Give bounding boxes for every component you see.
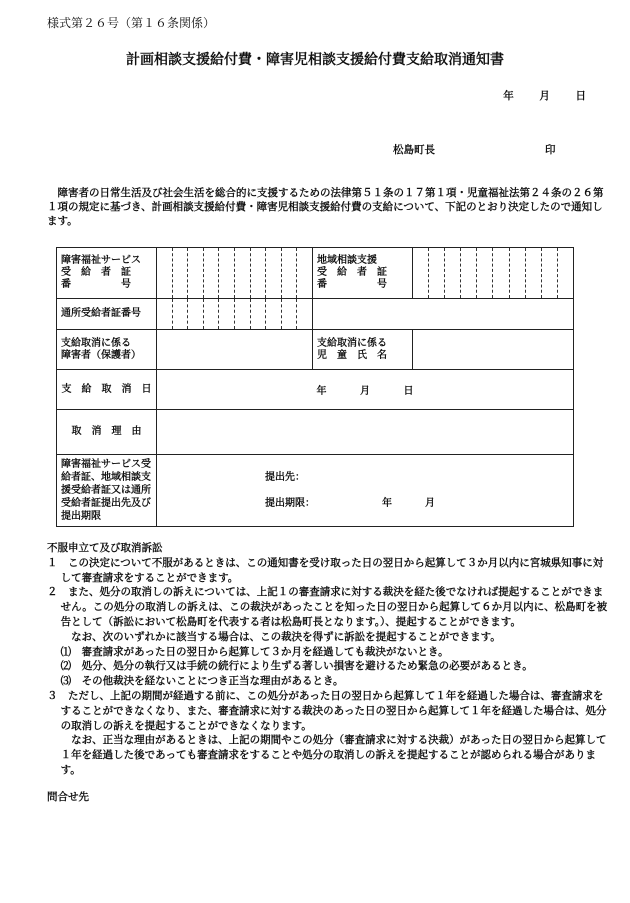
- deadline-year: 年: [381, 497, 392, 509]
- person-name-field[interactable]: [157, 330, 313, 370]
- submission-label: 障害福祉サービス受 給者証、地域相談支 援受給者証又は通所 受給者証提出先及び 提出期限: [57, 455, 157, 527]
- appeal-paragraph-1: １ この決定について不服があるときは、この通知書を受け取った日の翌日から起算して３か月以内に宮城県知事に対して審査請求をすることができます。: [47, 556, 604, 584]
- person-label: 支給取消に係る 障害者（保護者）: [57, 330, 157, 370]
- appeal-paragraph-3: なお、次のいずれかに該当する場合は、この裁決を得ずに訴訟を提起することができます。: [71, 630, 501, 643]
- cancel-date-month: 月: [360, 386, 370, 397]
- intro-paragraph: 障害者の日常生活及び社会生活を総合的に支援するための法律第５１条の１７第１項・児童福祉法第２４条の２６第１項の規定に基づき、計画相談支援給付費・障害児相談支援給付費の支給について、下記のとおり決定したので通知します。: [47, 187, 604, 227]
- appeal-paragraph-4: ３ ただし、上記の期間が経過する前に、この処分があった日の翌日から起算して１年を経過した場合は、審査請求をすることができなくなり、また、審査請求に対する裁決のあった日の翌日から起算して１年を経過した場合は、処分の取消しの訴えを提起することができなくなります。: [47, 689, 607, 732]
- submit-deadline: 提出期限： 年 月: [265, 497, 435, 509]
- appeal-paragraph-5: なお、正当な理由があるときは、上記の期間やこの処分（審査請求に対する決裁）があった日の翌日から起算して１年を経過した後であっても審査請求をすることや処分の取消しの訴えを提起することが認められる場合があります。: [60, 734, 607, 776]
- table-row: [57, 330, 574, 370]
- submit-to: 提出先：: [265, 471, 305, 483]
- child-name-label: 支給取消に係る 児 童 氏 名: [313, 330, 413, 370]
- day-service-certificate-label: 通所受給者証番号: [57, 299, 157, 330]
- appeal-section: [47, 541, 613, 778]
- service-certificate-number-field[interactable]: [157, 248, 313, 299]
- issuer-name: 松島町長: [393, 144, 435, 156]
- notice-form-table: [56, 247, 574, 527]
- table-row: [57, 248, 574, 299]
- form-number: 様式第２６号（第１６条関係）: [47, 16, 216, 30]
- seal-mark: 印: [545, 144, 556, 156]
- service-certificate-label: 障害福祉サービス 受 給 者 証 番 号: [57, 248, 157, 299]
- child-name-field[interactable]: [413, 330, 574, 370]
- day-service-certificate-number-field[interactable]: [157, 299, 313, 330]
- issue-date-year: 年: [503, 90, 514, 102]
- cancel-reason-label: 取 消 理 由: [57, 410, 157, 455]
- issue-date: [481, 88, 586, 103]
- contact-label: 問合せ先: [47, 791, 89, 803]
- cancel-date-field[interactable]: [157, 370, 574, 410]
- cancel-date-year: 年: [316, 386, 327, 397]
- row2-blank-cell: [313, 299, 574, 330]
- appeal-paragraph-2: ２ また、処分の取消しの訴えについては、上記１の審査請求に対する裁決を経た後でなければ提起することができません。この処分の取消しの訴えは、この裁決があったことを知った日の翌日から起算して６か月以内に、松島町を被告として（訴訟において松島町を代表する者は松島町長となります。）、提起することができます。: [47, 586, 608, 628]
- regional-certificate-label: 地域相談支援 受 給 者 証 番 号: [313, 248, 413, 299]
- issue-date-month: 月: [539, 90, 550, 102]
- appeal-sub-3: ⑶ その他裁決を経ないことにつき正当な理由があるとき。: [60, 675, 344, 688]
- appeal-sub-2: ⑵ 処分、処分の執行又は手続の続行により生ずる著しい損害を避けるため緊急の必要があるとき。: [60, 660, 533, 673]
- cancel-date-day: 日: [403, 386, 414, 397]
- table-row: [57, 370, 574, 410]
- appeal-heading: 不服申立て及び取消訴訟: [47, 542, 163, 554]
- regional-certificate-number-field[interactable]: [413, 248, 574, 299]
- table-row: [57, 455, 574, 527]
- table-row: [57, 410, 574, 455]
- document-title: 計画相談支援給付費・障害児相談支援給付費支給取消通知書: [126, 52, 504, 68]
- cancel-reason-field[interactable]: [157, 410, 574, 455]
- issue-date-day: 日: [575, 90, 586, 102]
- submission-field[interactable]: [157, 455, 574, 527]
- deadline-month: 月: [424, 497, 435, 509]
- appeal-sub-1: ⑴ 審査請求があった日の翌日から起算して３か月を経過しても裁決がないとき。: [60, 645, 449, 658]
- table-row: [57, 299, 574, 330]
- cancel-date-label: 支 給 取 消 日: [57, 370, 157, 410]
